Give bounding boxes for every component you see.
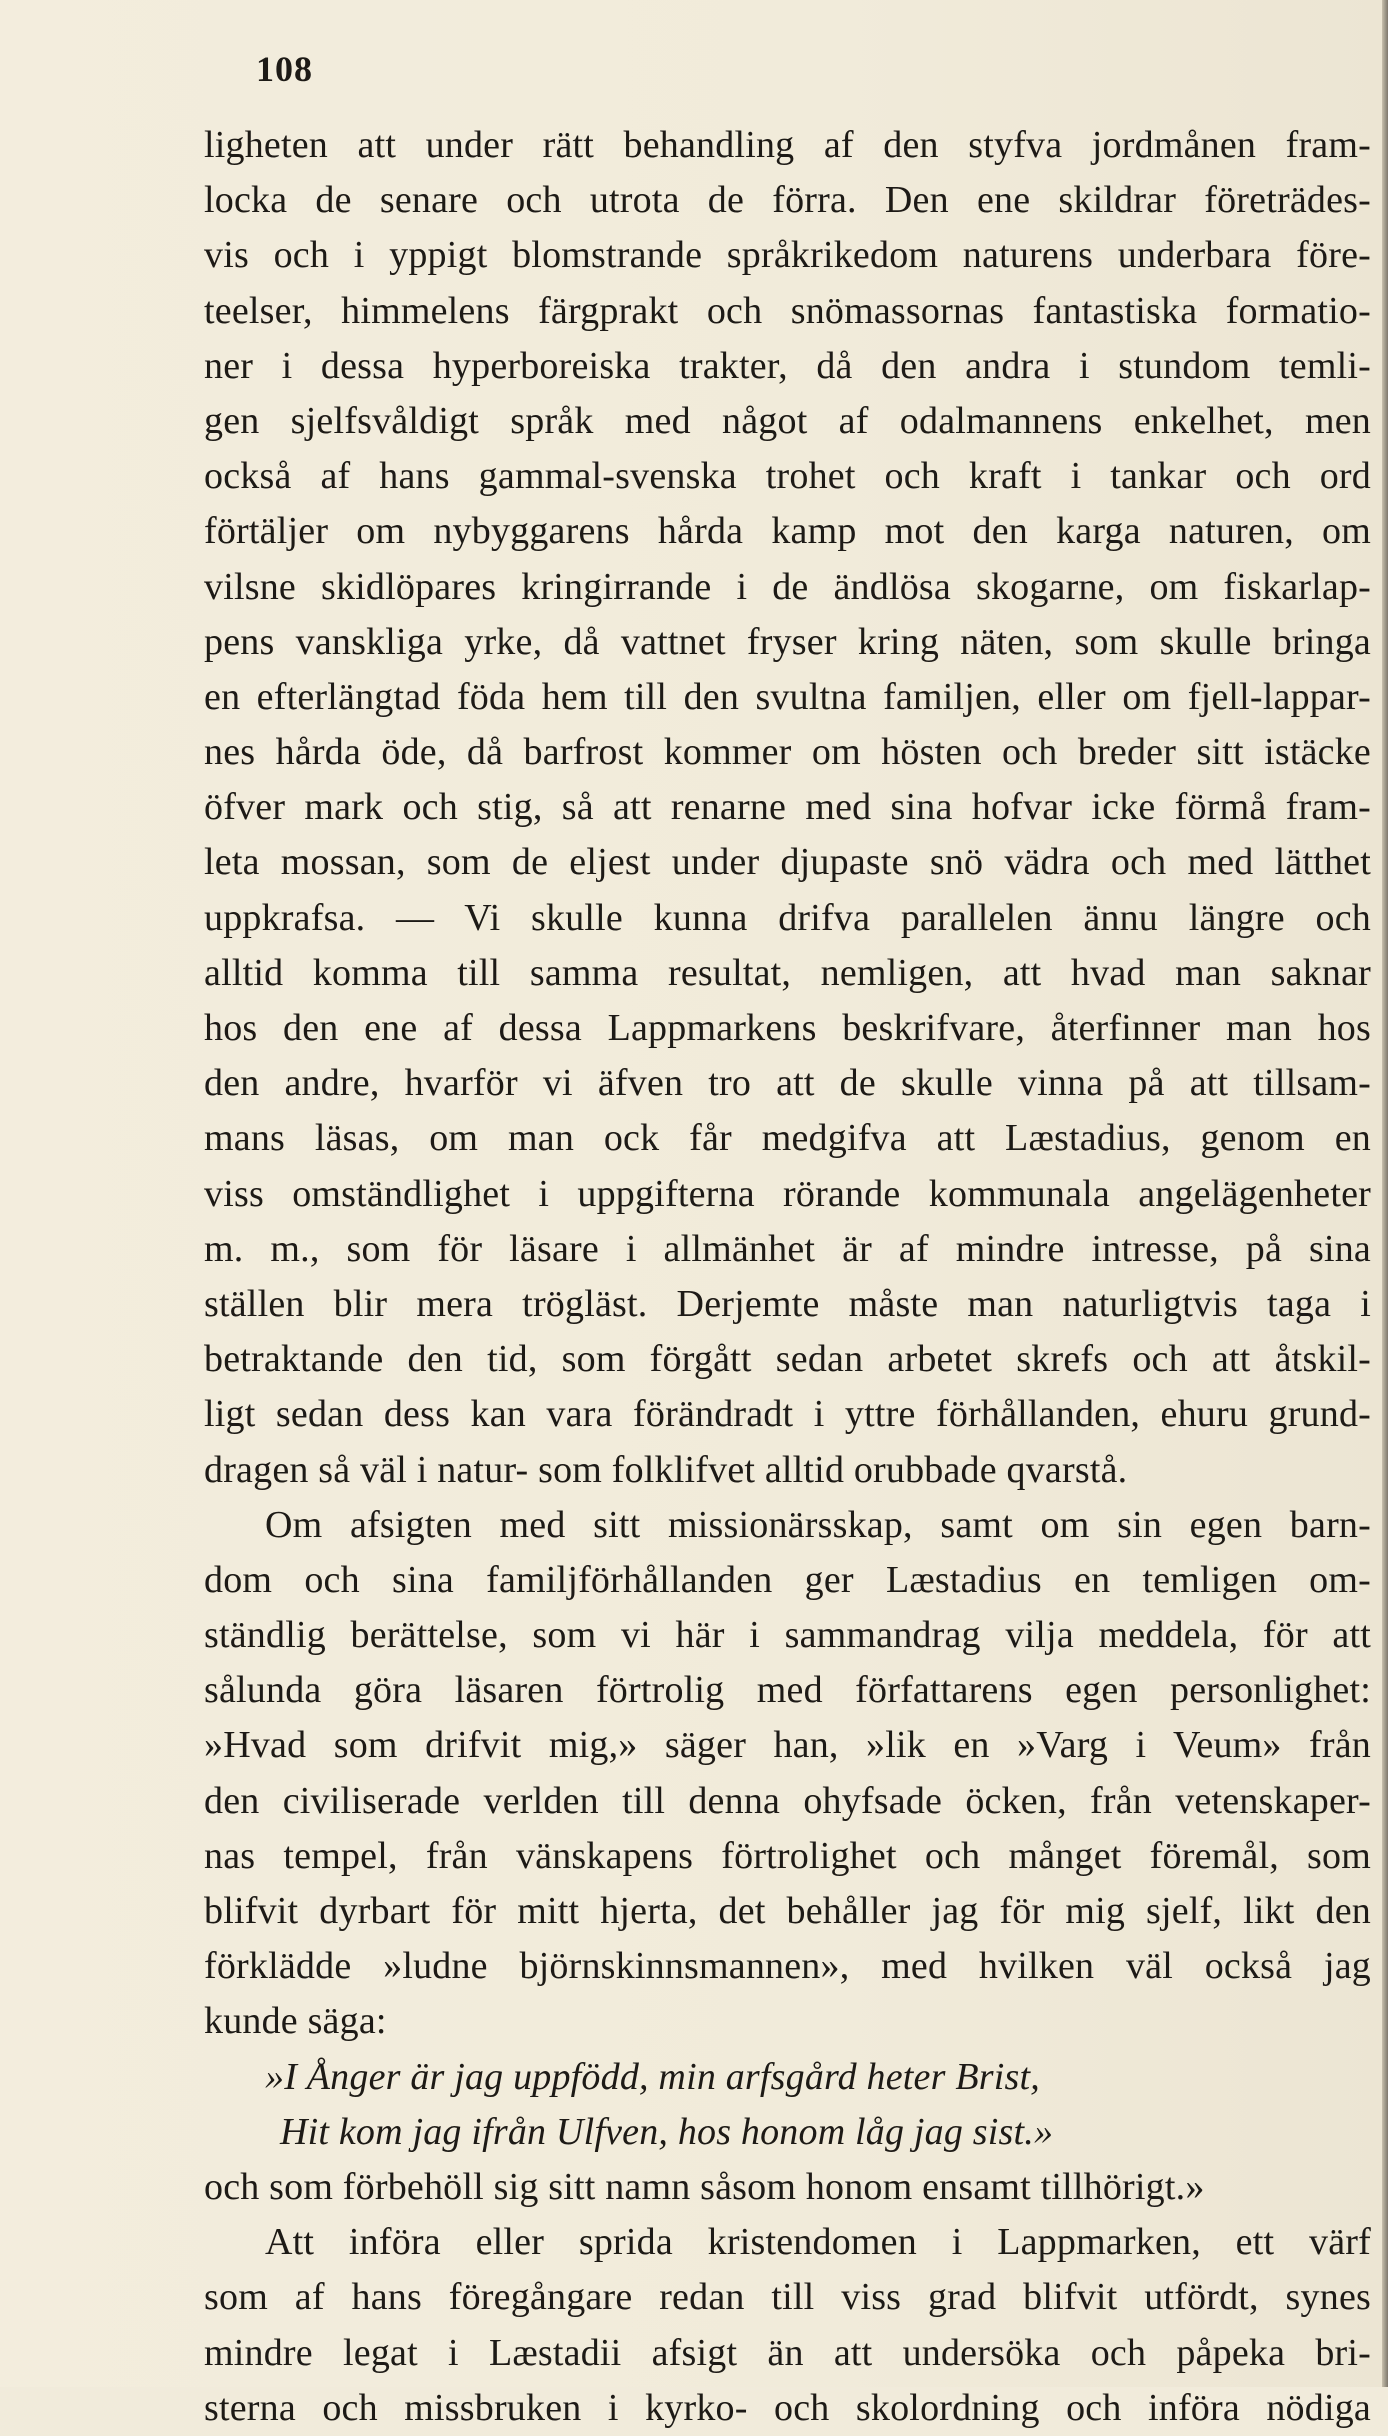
text-line: uppkrafsa. — Vi skulle kunna drifva parallelen ännu längre och bbox=[204, 896, 1371, 939]
text-line: mans läsas, om man ock får medgifva att Læstadius, genom en bbox=[204, 1117, 1371, 1160]
text-line: gen sjelfsvåldigt språk med något af odalmannens enkelhet, men bbox=[204, 399, 1371, 442]
text-line: Att införa eller sprida kristendomen i Lappmarken, ett värf bbox=[265, 2221, 1371, 2264]
text-line: också af hans gammal-svenska trohet och kraft i tankar och ord bbox=[204, 455, 1371, 498]
text-line: vilsne skidlöpares kringirrande i de ändlösa skogarne, om fiskarlap- bbox=[204, 565, 1371, 608]
body-text bbox=[204, 118, 1371, 2436]
text-line: den andre, hvarför vi äfven tro att de skulle vinna på att tillsam- bbox=[204, 1062, 1371, 1105]
text-line: mindre legat i Læstadii afsigt än att undersöka och påpeka bri- bbox=[204, 2331, 1371, 2374]
text-line: hos den ene af dessa Lappmarkens beskrifvare, återfinner man hos bbox=[204, 1007, 1371, 1049]
text-line: viss omständlighet i uppgifterna rörande kommunala angelägenheter bbox=[204, 1172, 1371, 1215]
text-line: förklädde »ludne björnskinnsmannen», med hvilken väl också jag bbox=[204, 1945, 1371, 1988]
text-line: en efterlängtad föda hem till den svultna familjen, eller om fjell-lappar- bbox=[204, 675, 1371, 718]
text-line: nas tempel, från vänskapens förtrolighet och månget föremål, som bbox=[204, 1834, 1371, 1877]
text-line: alltid komma till samma resultat, nemligen, att hvad man saknar bbox=[204, 951, 1371, 994]
text-line: den civiliserade verlden till denna ohyfsade öcken, från vetenskaper- bbox=[204, 1779, 1371, 1822]
text-line: »Hvad som drifvit mig,» säger han, »lik en »Varg i Veum» från bbox=[204, 1724, 1371, 1767]
text-line: och som förbehöll sig sitt namn såsom honom ensamt tillhörigt.» bbox=[204, 2165, 1205, 2208]
text-line: sterna och missbruken i kyrko- och skolordning och införa nödiga bbox=[204, 2386, 1371, 2429]
text-line: leta mossan, som de eljest under djupaste snö vädra och med lätthet bbox=[204, 841, 1371, 884]
text-line: m. m., som för läsare i allmänhet är af mindre intresse, på sina bbox=[204, 1227, 1371, 1270]
text-line: förtäljer om nybyggarens hårda kamp mot den karga naturen, om bbox=[204, 510, 1371, 553]
text-line: ligt sedan dess kan vara förändradt i yttre förhållanden, ehuru grund- bbox=[204, 1393, 1371, 1436]
text-line: dragen så väl i natur- som folklifvet alltid orubbade qvarstå. bbox=[204, 1448, 1128, 1491]
text-line: Hit kom jag ifrån Ulfven, hos honom låg jag sist.» bbox=[280, 2110, 1054, 2153]
text-line: ligheten att under rätt behandling af den styfva jordmånen fram- bbox=[204, 124, 1371, 166]
text-line: blifvit dyrbart för mitt hjerta, det behåller jag för mig sjelf, likt den bbox=[204, 1890, 1371, 1932]
text-line: teelser, himmelens färgprakt och snömassornas fantastiska formatio- bbox=[204, 289, 1371, 332]
text-line: »I Ånger är jag uppfödd, min arfsgård heter Brist, bbox=[265, 2055, 1040, 2098]
text-line: sålunda göra läsaren förtrolig med författarens egen personlighet: bbox=[204, 1669, 1371, 1712]
text-line: ställen blir mera trögläst. Derjemte måste man naturligtvis taga i bbox=[204, 1282, 1371, 1325]
text-line: öfver mark och stig, så att renarne med sina hofvar icke förmå fram- bbox=[204, 786, 1371, 829]
text-line: ner i dessa hyperboreiska trakter, då den andra i stundom temli- bbox=[204, 344, 1371, 387]
text-line: kunde säga: bbox=[204, 2000, 387, 2043]
text-line: betraktande den tid, som förgått sedan arbetet skrefs och att åtskil- bbox=[204, 1338, 1371, 1381]
text-line: ständlig berättelse, som vi här i sammandrag vilja meddela, för att bbox=[204, 1614, 1371, 1657]
text-line: locka de senare och utrota de förra. Den ene skildrar företrädes- bbox=[204, 179, 1371, 222]
text-line: dom och sina familjförhållanden ger Læstadius en temligen om- bbox=[204, 1558, 1371, 1601]
text-line: Om afsigten med sitt missionärsskap, samt om sin egen barn- bbox=[265, 1503, 1371, 1546]
text-line: nes hårda öde, då barfrost kommer om hösten och breder sitt istäcke bbox=[204, 731, 1371, 774]
page-number: 108 bbox=[256, 49, 313, 89]
text-line: som af hans föregångare redan till viss grad blifvit utfördt, synes bbox=[204, 2276, 1371, 2319]
text-line: vis och i yppigt blomstrande språkrikedom naturens underbara före- bbox=[204, 234, 1371, 277]
page-edge bbox=[1382, 0, 1388, 2387]
text-line: pens vanskliga yrke, då vattnet fryser kring näten, som skulle bringa bbox=[204, 620, 1371, 663]
